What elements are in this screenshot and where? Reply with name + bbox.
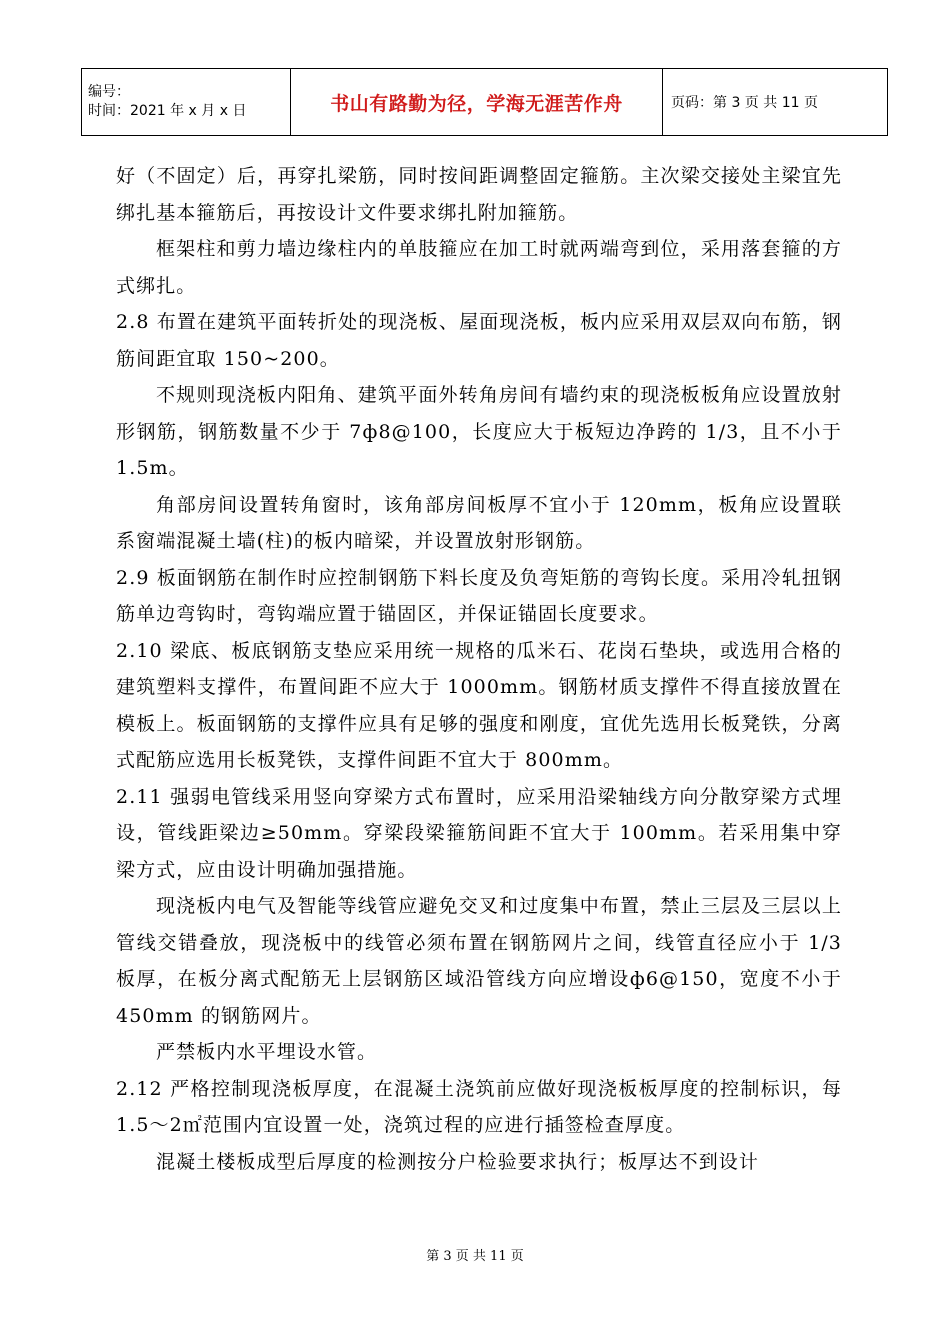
paragraph: 2.11 强弱电管线采用竖向穿梁方式布置时，应采用沿梁轴线方向分散穿梁方式埋设，管线距梁边≥50mm。穿梁段梁箍筋间距不宜大于 100mm。若采用集中穿梁方式，应由设计明确加强措施。 (116, 785, 842, 881)
page-footer: 第 3 页 共 11 页 (426, 1249, 524, 1264)
paragraph: 现浇板内电气及智能等线管应避免交叉和过度集中布置，禁止三层及三层以上管线交错叠放，现浇板中的线管必须布置在钢筋网片之间，线管直径应小于 1/3 板厚，在板分离式配筋无上层钢筋区域沿管线方向应增设ф6@150，宽度不小于 450mm 的钢筋网片。 (116, 895, 842, 1027)
header-motto: 书山有路勤为径，学海无涯苦作舟 (291, 69, 663, 136)
header-page-label: 页码：第 3 页 共 11 页 (663, 69, 888, 136)
date-label: 时间：2021 年 x 月 x 日 (88, 103, 247, 119)
paragraph: 2.12 严格控制现浇板厚度，在混凝土浇筑前应做好现浇板板厚度的控制标识，每 1.5～2㎡范围内宜设置一处，浇筑过程的应进行插签检查厚度。 (116, 1077, 842, 1136)
paragraph: 角部房间设置转角窗时，该角部房间板厚不宜小于 120mm，板角应设置联系窗端混凝土墙(柱)的板内暗梁，并设置放射形钢筋。 (116, 493, 842, 552)
paragraph: 不规则现浇板内阳角、建筑平面外转角房间有墙约束的现浇板板角应设置放射形钢筋，钢筋数量不少于 7ф8@100，长度应大于板短边净跨的 1/3，且不小于 1.5m。 (116, 384, 842, 479)
serial-label: 编号： (88, 84, 130, 100)
paragraph: 2.10 梁底、板底钢筋支垫应采用统一规格的瓜米石、花岗石垫块，或选用合格的建筑塑料支撑件，布置间距不应大于 1000mm。钢筋材质支撑件不得直接放置在模板上。板面钢筋的支撑件应具有足够的强度和刚度，宜优先选用长板凳铁，分离式配筋应选用长板凳铁，支撑件间距不宜大于 800mm。 (116, 639, 842, 771)
document-header (81, 68, 888, 136)
paragraph: 严禁板内水平埋设水管。 (156, 1041, 378, 1063)
paragraph: 好（不固定）后，再穿扎梁筋，同时按间距调整固定箍筋。主次梁交接处主梁宜先绑扎基本箍筋后，再按设计文件要求绑扎附加箍筋。 (116, 165, 842, 224)
paragraph: 2.9 板面钢筋在制作时应控制钢筋下料长度及负弯矩筋的弯钩长度。采用冷轧扭钢筋单边弯钩时，弯钩端应置于锚固区，并保证锚固长度要求。 (116, 566, 842, 625)
paragraph: 框架柱和剪力墙边缘柱内的单肢箍应在加工时就两端弯到位，采用落套箍的方式绑扎。 (116, 238, 842, 297)
header-meta-cell (82, 69, 291, 136)
paragraph: 混凝土楼板成型后厚度的检测按分户检验要求执行；板厚达不到设计 (156, 1150, 760, 1173)
paragraph: 2.8 布置在建筑平面转折处的现浇板、屋面现浇板，板内应采用双层双向布筋，钢筋间距宜取 150~200。 (116, 311, 842, 370)
document-body (116, 158, 842, 1180)
